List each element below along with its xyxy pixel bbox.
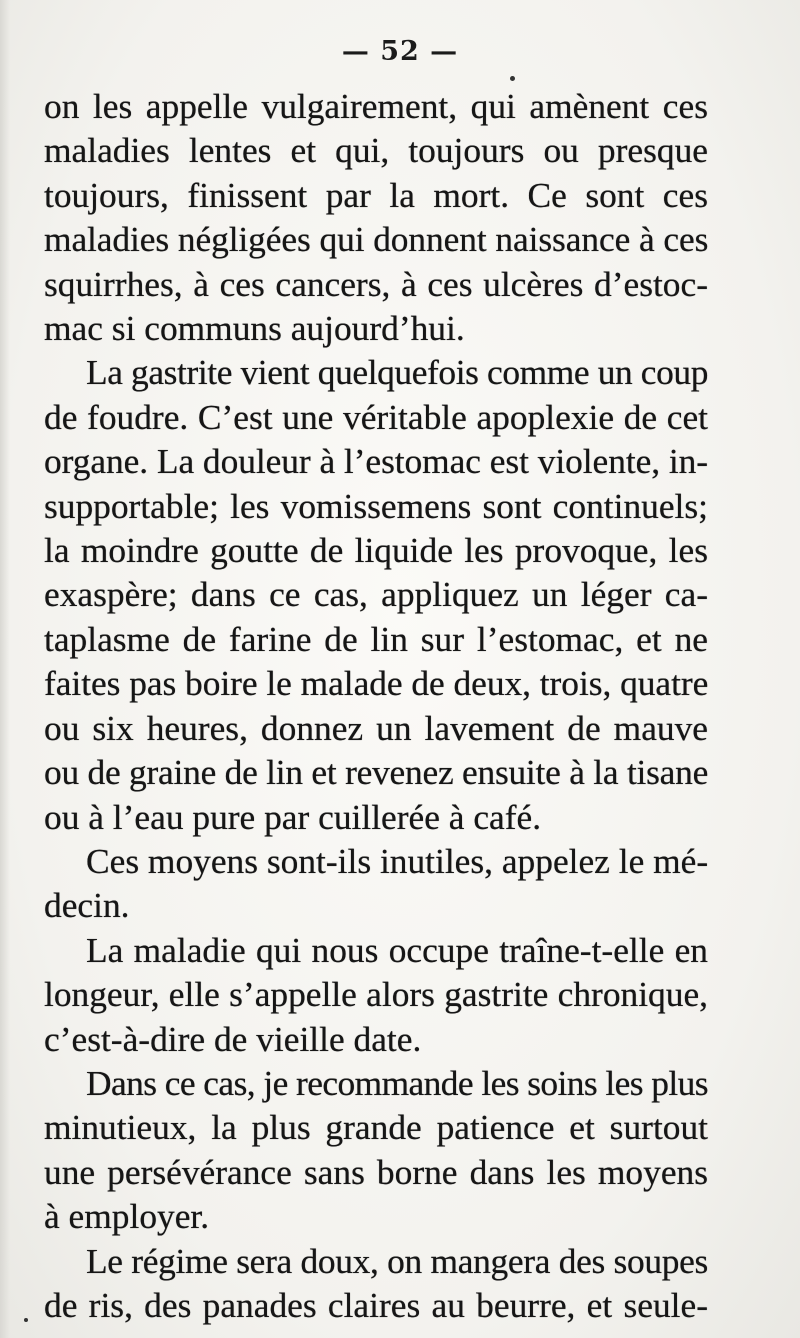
text-line: de foudre. C’est une véritable apoplexie de cet [44,396,708,437]
text-line: à employer. [44,1196,210,1237]
text-line: maladies négligées qui donnent naissance à ces [44,219,709,260]
page-number-header: — 52 — [341,36,459,67]
text-line: exaspère; dans ce cas, appliquez un léger ca- [44,574,708,615]
page-edge-shadow [0,0,10,1338]
text-line: de ris, des panades claires au beurre, et seule- [44,1284,708,1325]
text-line: decin. [44,885,130,926]
text-line: toujours, finissent par la mort. Ce sont ces [44,174,708,215]
paragraph [44,1239,708,1328]
paragraph [44,928,708,1061]
text-line: faites pas boire le malade de deux, trois, quatre [44,663,709,704]
text-line: Ces moyens sont-ils inutiles, appelez le mé- [86,840,709,881]
text-line: mac si communs aujourd’hui. [44,308,465,349]
text-line: longeur, elle s’appelle alors gastrite chronique, [44,974,708,1015]
ink-speck [510,76,515,81]
text-line: taplasme de farine de lin sur l’estomac, et ne [44,618,708,659]
text-line: ou de graine de lin et revenez ensuite à la tisane [44,752,709,793]
text-line: organe. La douleur à l’estomac est violente, in- [44,441,708,482]
text-line: ou six heures, donnez un lavement de mauve [44,707,708,748]
text-line: maladies lentes et qui, toujours ou presque [44,130,708,171]
text-line: on les appelle vulgairement, qui amènent ces [44,86,708,126]
text-line: minutieux, la plus grande patience et surtout [44,1107,708,1148]
ink-speck [24,1318,28,1322]
text-line: La maladie qui nous occupe traîne-t-elle en [86,929,708,970]
text-line: ou à l’eau pure par cuillerée à café. [44,796,542,837]
text-line: la moindre goutte de liquide les provoque, les [44,530,708,571]
paragraph [44,1061,708,1239]
paragraph [44,839,708,928]
text-line: Le régime sera doux, on mangera des soupes [86,1240,708,1281]
text-line: une persévérance sans borne dans les moyens [44,1151,708,1192]
text-line: supportable; les vomissemens sont continuels; [44,485,708,526]
paragraph [44,350,708,838]
text-line: squirrhes, à ces cancers, à ces ulcères d’estoc- [44,263,708,304]
text-line: La gastrite vient quelquefois comme un coup [86,352,708,393]
text-line: Dans ce cas, je recommande les soins les plus [86,1062,708,1103]
paragraph [44,84,708,350]
text-line: c’est-à-dire de vieille date. [44,1018,422,1059]
body-text [44,84,708,1327]
